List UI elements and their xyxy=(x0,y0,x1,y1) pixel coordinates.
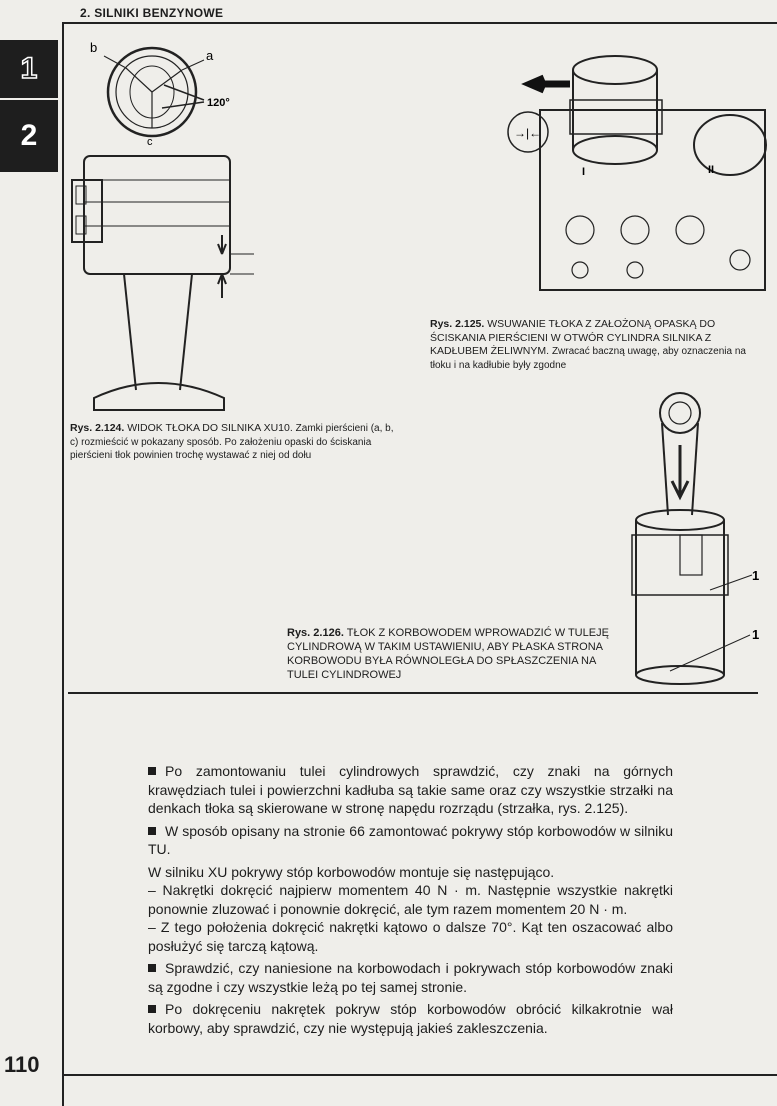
svg-text:→|←: →|← xyxy=(514,126,542,140)
section-divider xyxy=(68,692,758,694)
marker-1-top: 1 xyxy=(752,568,760,583)
body-paragraph: W sposób opisany na stronie 66 zamontować pokrywy stóp korbowodów w silniku TU. xyxy=(148,822,673,857)
fig-126-cylinder-liner-drawing xyxy=(610,385,775,690)
bullet-square-icon xyxy=(148,767,156,775)
body-paragraph: – Z tego położenia dokręcić nakrętki kątowo o dalsze 70°. Kąt ten oszacować albo posłużyć się tarczą kątową. xyxy=(148,919,673,954)
bullet-square-icon xyxy=(148,1005,156,1013)
body-paragraph: Sprawdzić, czy naniesione na korbowodach i pokrywach stóp korbowodów znaki są zgodne i czy wszystkie leżą po tej samej stronie. xyxy=(148,960,673,995)
body-paragraph: Po dokręceniu nakrętek pokryw stóp korbowodów obrócić kilkakrotnie wał korbowy, aby sprawdzić, czy nie występują jakieś zakleszczenia. xyxy=(148,1001,673,1036)
chapter-tab-1: 1 xyxy=(0,40,58,98)
section-header: 2. SILNIKI BENZYNOWE xyxy=(80,6,224,20)
piston-side-view xyxy=(84,156,230,274)
arrow-up-icon xyxy=(218,274,226,298)
label-a: a xyxy=(206,48,214,63)
marker-1-bottom: 1 xyxy=(752,627,760,642)
fig-124-piston-drawing xyxy=(64,30,264,420)
label-c: c xyxy=(147,136,153,148)
page-number: 110 xyxy=(4,1052,40,1077)
body-paragraph: W silniku XU pokrywy stóp korbowodów montuje się następująco. xyxy=(148,863,555,880)
bullet-square-icon xyxy=(148,827,156,835)
header-rule xyxy=(62,22,777,24)
bullet-square-icon xyxy=(148,964,156,972)
label-angle: 120° xyxy=(207,97,230,109)
fig-125-caption: Rys. 2.125. WSUWANIE TŁOKA Z ZAŁOŻONĄ OPASKĄ DO ŚCISKANIA PIERŚCIENI W OTWÓR CYLINDRA SILNIKA Z KADŁUBEM ŻELIWNYM. Zwracać baczną uwagę, aby oznaczenia na tłoku i na kadłubie były zgodne xyxy=(430,318,746,371)
arrow-down-icon xyxy=(672,445,688,497)
arrow-down-icon xyxy=(218,235,226,254)
fig-126-caption: Rys. 2.126. TŁOK Z KORBOWODEM WPROWADZIĆ W TULEJĘ CYLINDROWĄ W TAKIM USTAWIENIU, ABY PŁASKA STRONA KORBOWODU BYŁA RÓWNOLEGŁA DO SPŁASZCZENIA NA TULEI CYLINDROWEJ xyxy=(287,627,609,681)
body-paragraph: Po zamontowaniu tulei cylindrowych sprawdzić, czy znaki na górnych krawędziach tulei i powierzchni kadłuba są takie same oraz czy wszystkie strzałki na denkach tłoka są skierowane w stronę napędu rozrządu (strzałka, rys. 2.125). xyxy=(148,763,673,816)
cylinder-liner xyxy=(636,666,724,684)
fig-125-engine-block-drawing xyxy=(500,40,770,305)
footer-rule xyxy=(62,1074,777,1076)
piston-with-compressor xyxy=(573,136,657,164)
label-II: II xyxy=(708,164,715,176)
label-I: I xyxy=(582,166,586,178)
arrow-left-icon xyxy=(530,78,570,90)
chapter-tab-2: 2 xyxy=(0,100,58,172)
body-text xyxy=(148,762,673,1041)
fig-124-caption: Rys. 2.124. WIDOK TŁOKA DO SILNIKA XU10. Zamki pierścieni (a, b, c) rozmieścić w pokazany sposób. Po założeniu opaski do ściskania pierścieni tłok powinien trochę wystawać z niej od dołu xyxy=(70,422,394,461)
body-paragraph: – Nakrętki dokręcić najpierw momentem 40 N · m. Następnie wszystkie nakrętki ponownie zluzować i ponownie dokręcić, ale tym razem momentem 20 N · m. xyxy=(148,882,673,917)
label-b: b xyxy=(90,40,98,55)
